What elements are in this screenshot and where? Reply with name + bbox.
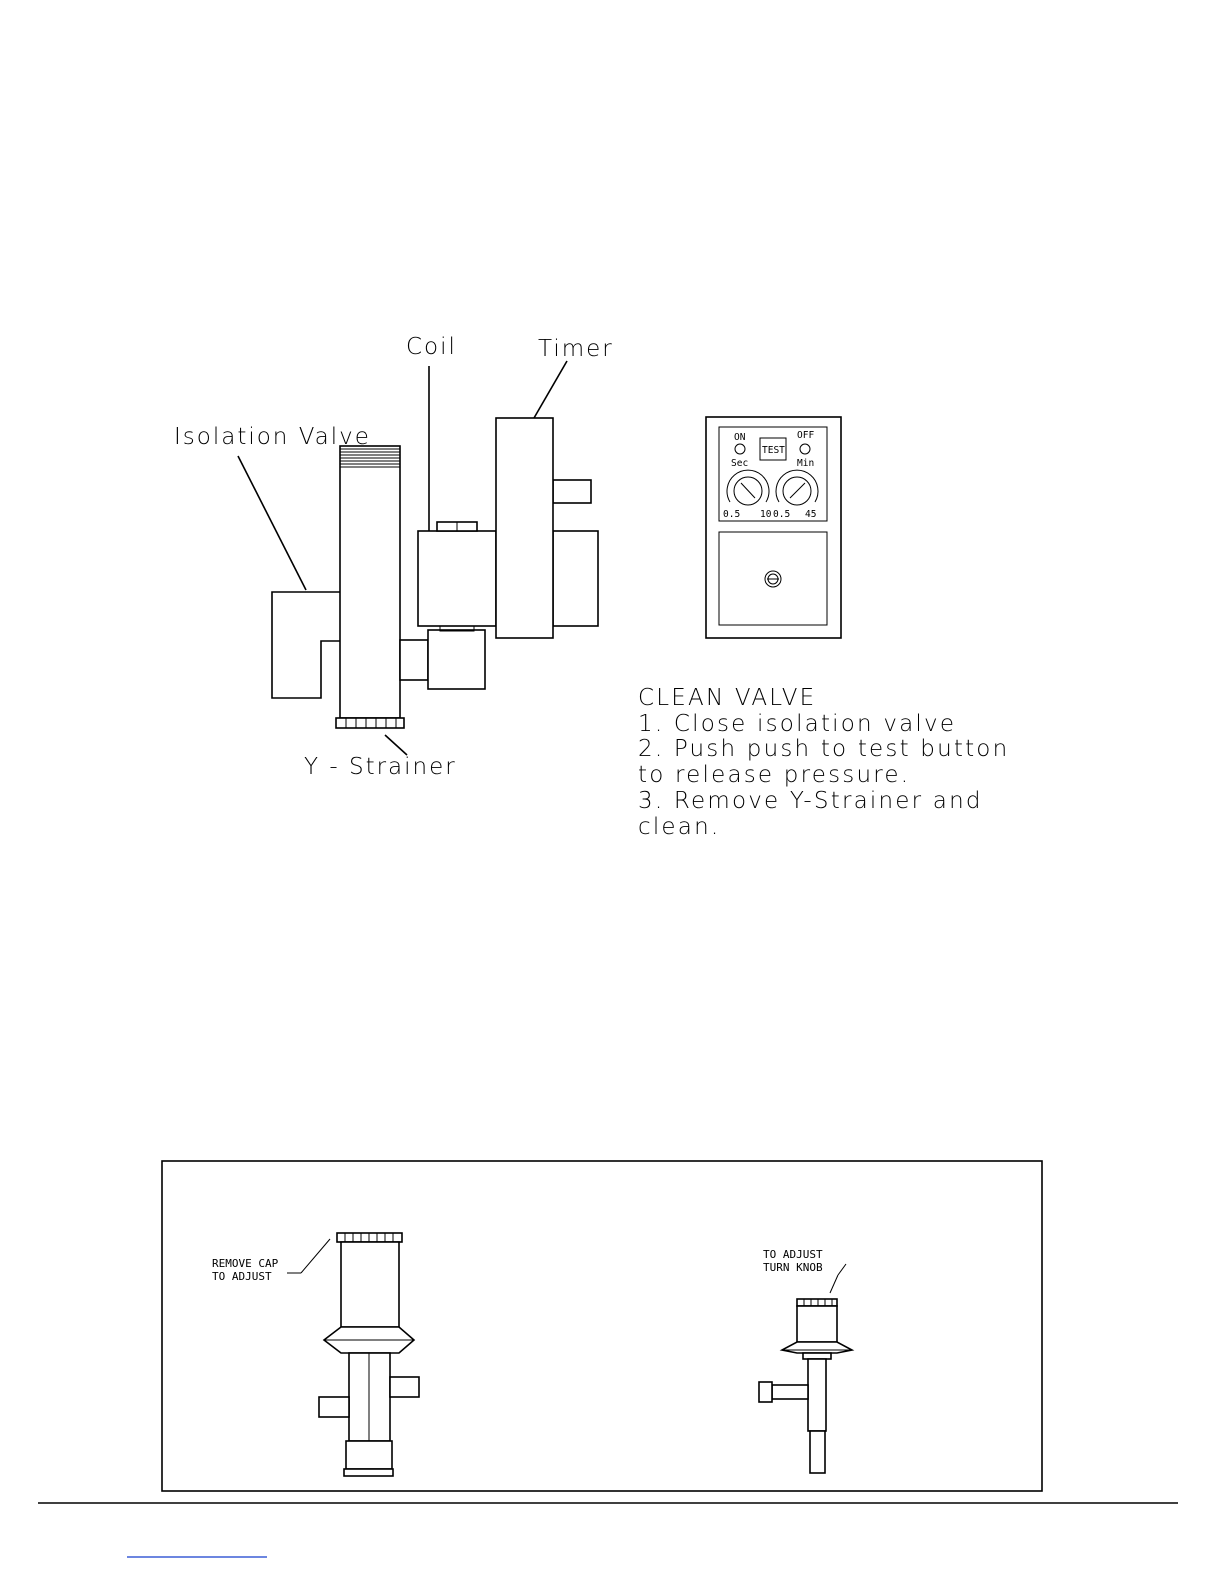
screw-icon [765,571,781,587]
right-valve [759,1264,852,1473]
pipe-threads [340,449,400,467]
adjustment-box [162,1161,1042,1491]
valve-assembly [272,418,598,728]
right-valve-bonnet [797,1306,837,1342]
left-valve-inlet [319,1397,349,1417]
right-valve-inlet [772,1385,808,1399]
sec-dial-knob[interactable] [727,470,769,505]
left-valve-outlet [390,1377,419,1397]
isolation-valve-label: Isolation Valve [174,424,371,450]
right-valve-stem [808,1359,826,1431]
timer-body [496,418,553,638]
min-dial-min-label: 0.5 [773,509,791,520]
min-label: Min [797,458,815,469]
valve-lower-body [428,630,485,689]
timer-connector [553,480,591,503]
sec-dial-max-label: 10 [760,509,772,520]
isolation-valve-handle [272,592,340,698]
instructions-title: CLEAN VALVE [638,685,817,711]
remove-cap-note-line2: TO ADJUST [212,1270,272,1283]
sec-dial-min-label: 0.5 [723,509,741,520]
off-led-icon [800,444,810,454]
instruction-step-2-cont: to release pressure. [638,762,911,788]
timer-front-panel [706,417,841,638]
left-valve-bonnet [341,1242,399,1327]
outlet-pipe [400,640,428,680]
right-valve-knob[interactable] [797,1299,837,1306]
left-valve [287,1233,419,1476]
y-strainer-label: Y - Strainer [304,754,457,780]
sec-label: Sec [731,458,749,469]
clean-valve-instructions [638,685,1009,840]
right-valve-outlet [810,1431,825,1473]
coil-label: Coil [406,334,457,360]
turn-knob-note: TO ADJUST [763,1248,823,1261]
on-label: ON [734,432,746,443]
instruction-step-3: 3. Remove Y-Strainer and [638,788,983,814]
instruction-step-1: 1. Close isolation valve [638,711,957,737]
remove-cap-note: REMOVE CAP [212,1257,279,1270]
right-valve-nut [803,1353,831,1359]
test-button-label: TEST [762,445,785,456]
off-label: OFF [797,430,815,441]
valve-body [340,446,400,718]
left-valve-bottom-cap [344,1469,393,1476]
coil-body [418,531,496,626]
timer-label: Timer [538,336,614,362]
turn-knob-note-line2: TURN KNOB [763,1261,823,1274]
instruction-step-2: 2. Push push to test button [638,736,1010,762]
right-valve-flange [782,1342,852,1353]
on-led-icon [735,444,745,454]
min-dial-max-label: 45 [805,509,817,520]
instruction-step-3-cont: clean. [638,814,721,840]
left-valve-lower [346,1441,392,1469]
right-valve-inlet-nut [759,1382,772,1402]
timer-back-block [553,531,598,626]
min-dial-knob[interactable] [776,470,818,505]
